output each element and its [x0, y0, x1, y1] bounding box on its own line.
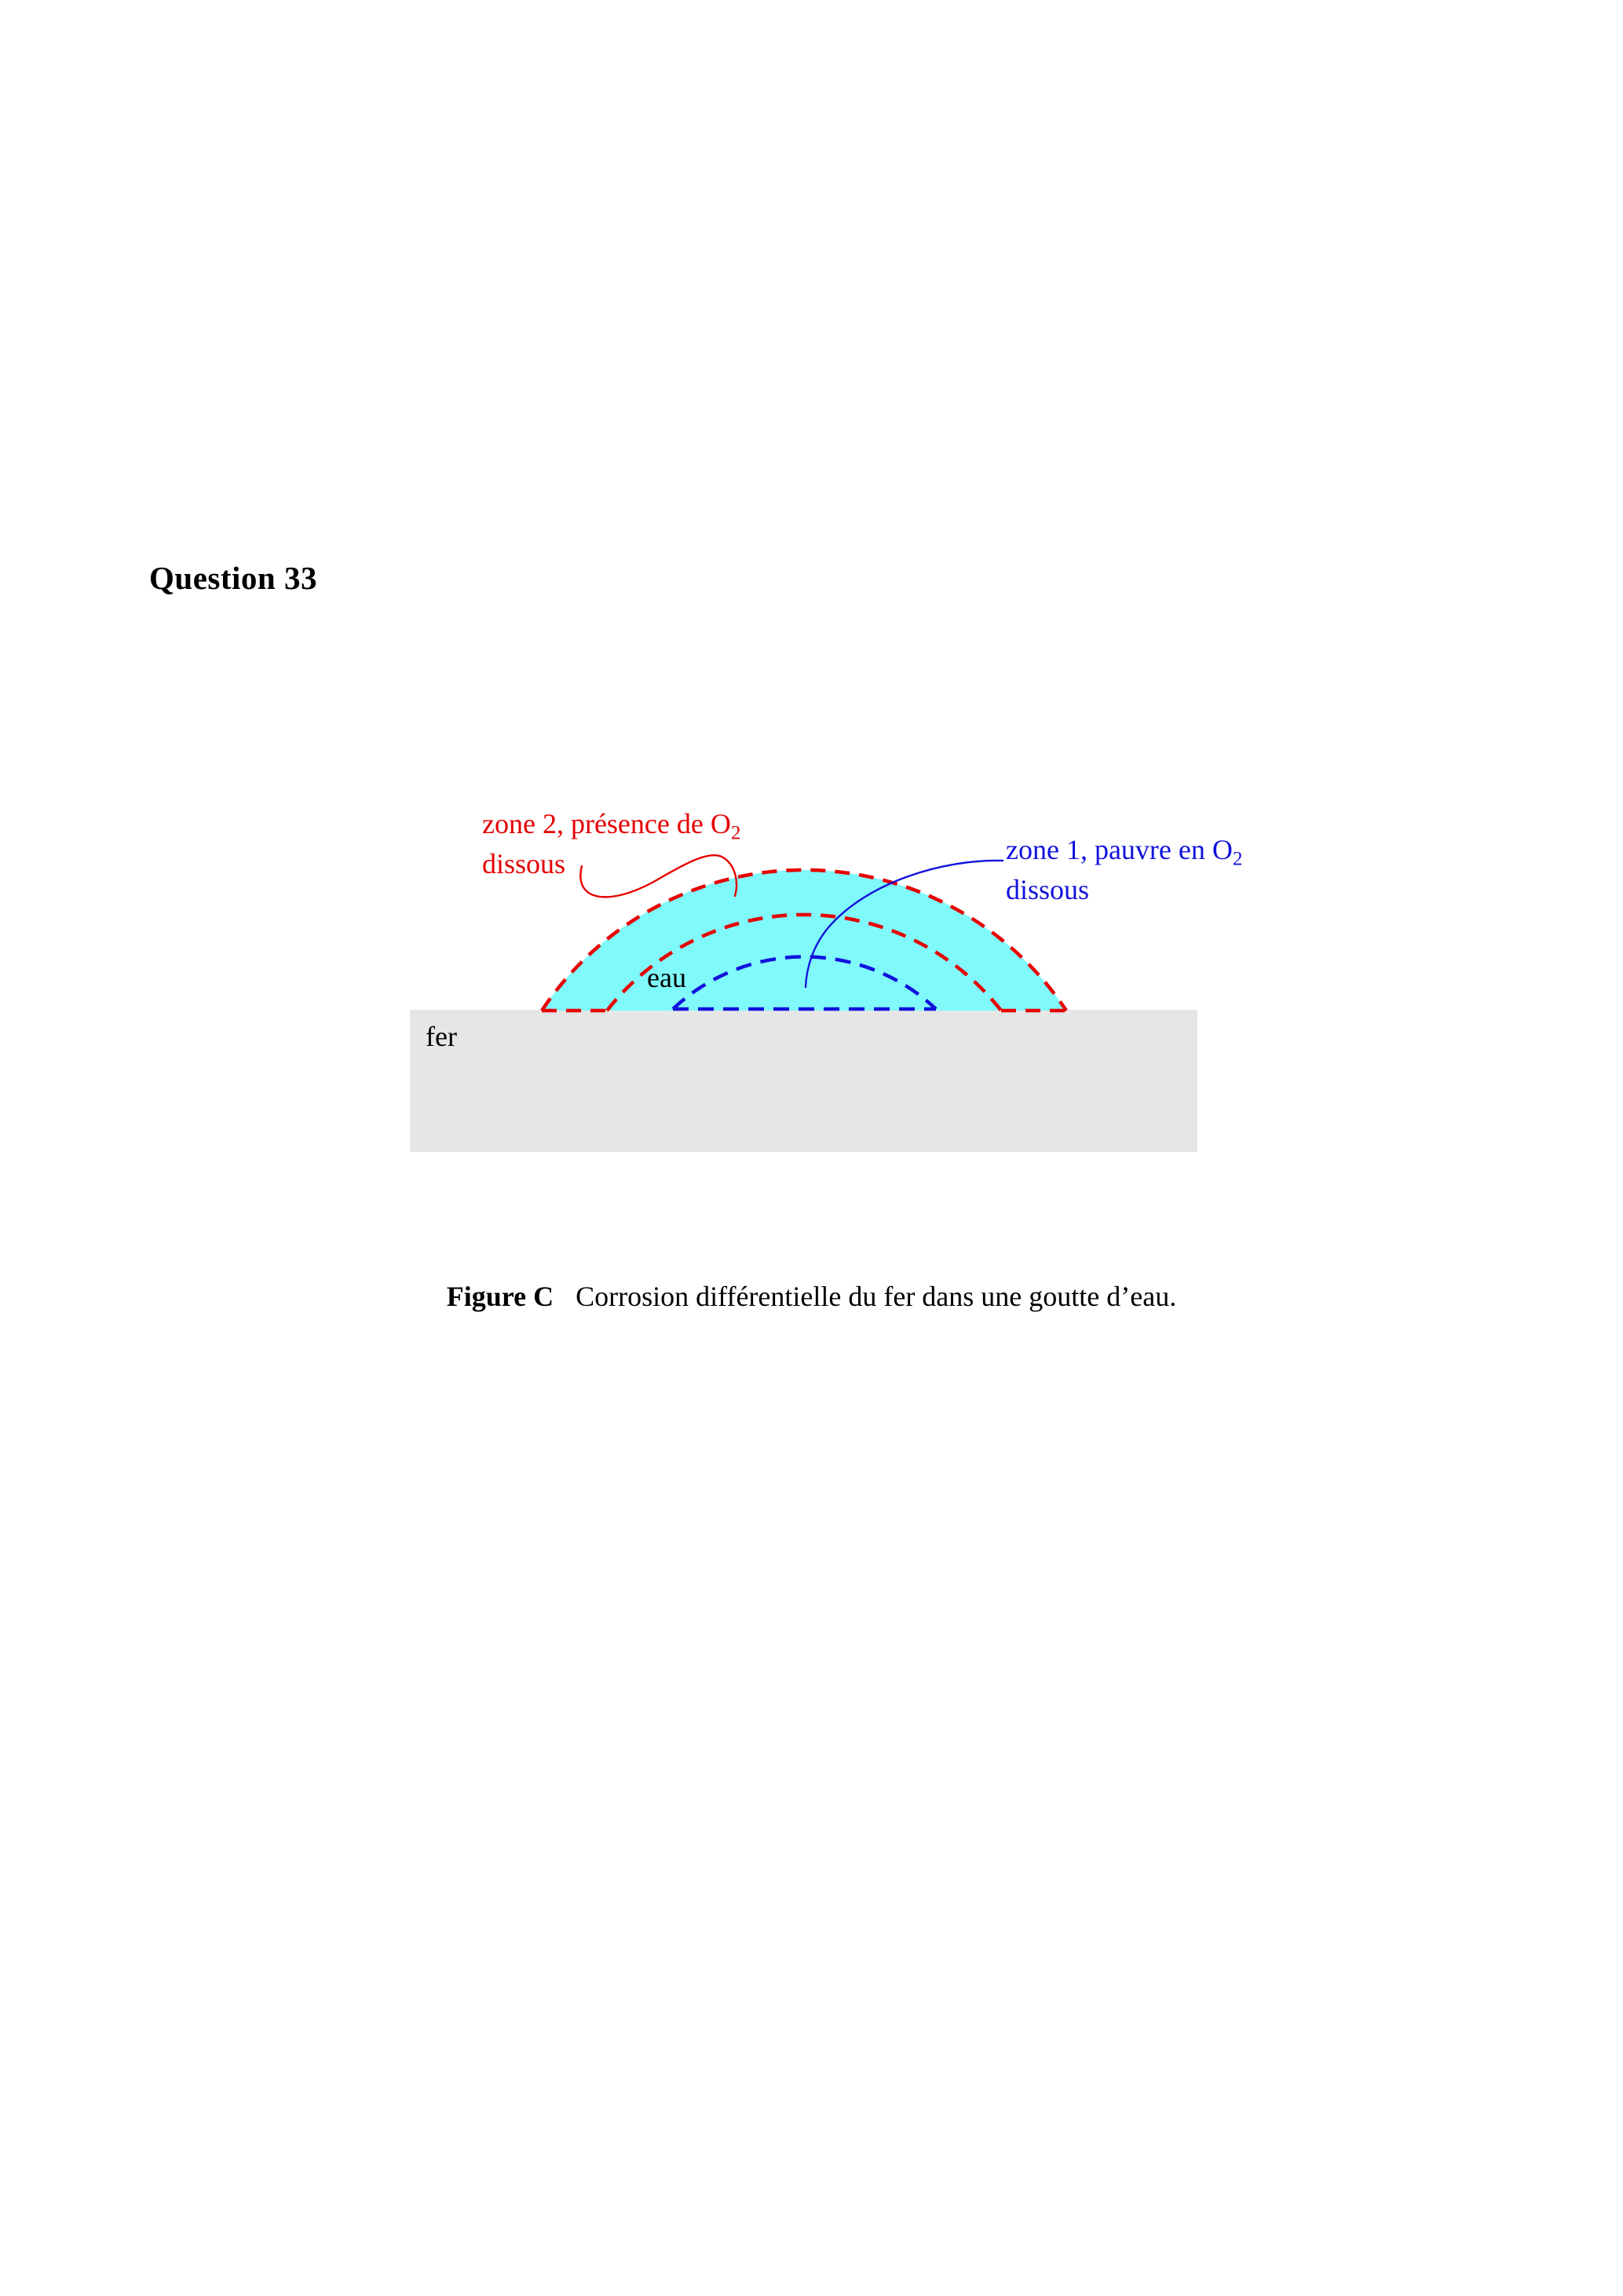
iron-label: fer — [426, 1021, 457, 1052]
figure-caption-text: Corrosion différentielle du fer dans une goutte d’eau. — [576, 1281, 1177, 1312]
question-title: Question 33 — [149, 560, 317, 596]
figure-caption — [0, 1280, 1623, 1313]
zone1-label-line1: zone 1, pauvre en $O_2$ — [1006, 834, 1243, 870]
zone1-o2-subscript: 2 — [1232, 848, 1243, 870]
iron-slab — [410, 1010, 1197, 1152]
zone1-label — [1006, 835, 1242, 905]
zone2-o2-subscript: 2 — [730, 822, 741, 844]
water-drop-fill — [542, 870, 1066, 1011]
water-label: eau — [647, 962, 686, 993]
zone2-label — [482, 809, 740, 879]
zone1-label-line2: dissous — [1006, 873, 1090, 905]
zone2-label-line1: zone 2, présence de $O_2$ — [482, 808, 741, 844]
figure-caption-label: Figure C — [446, 1281, 554, 1312]
zone2-label-line2: dissous — [482, 847, 566, 879]
